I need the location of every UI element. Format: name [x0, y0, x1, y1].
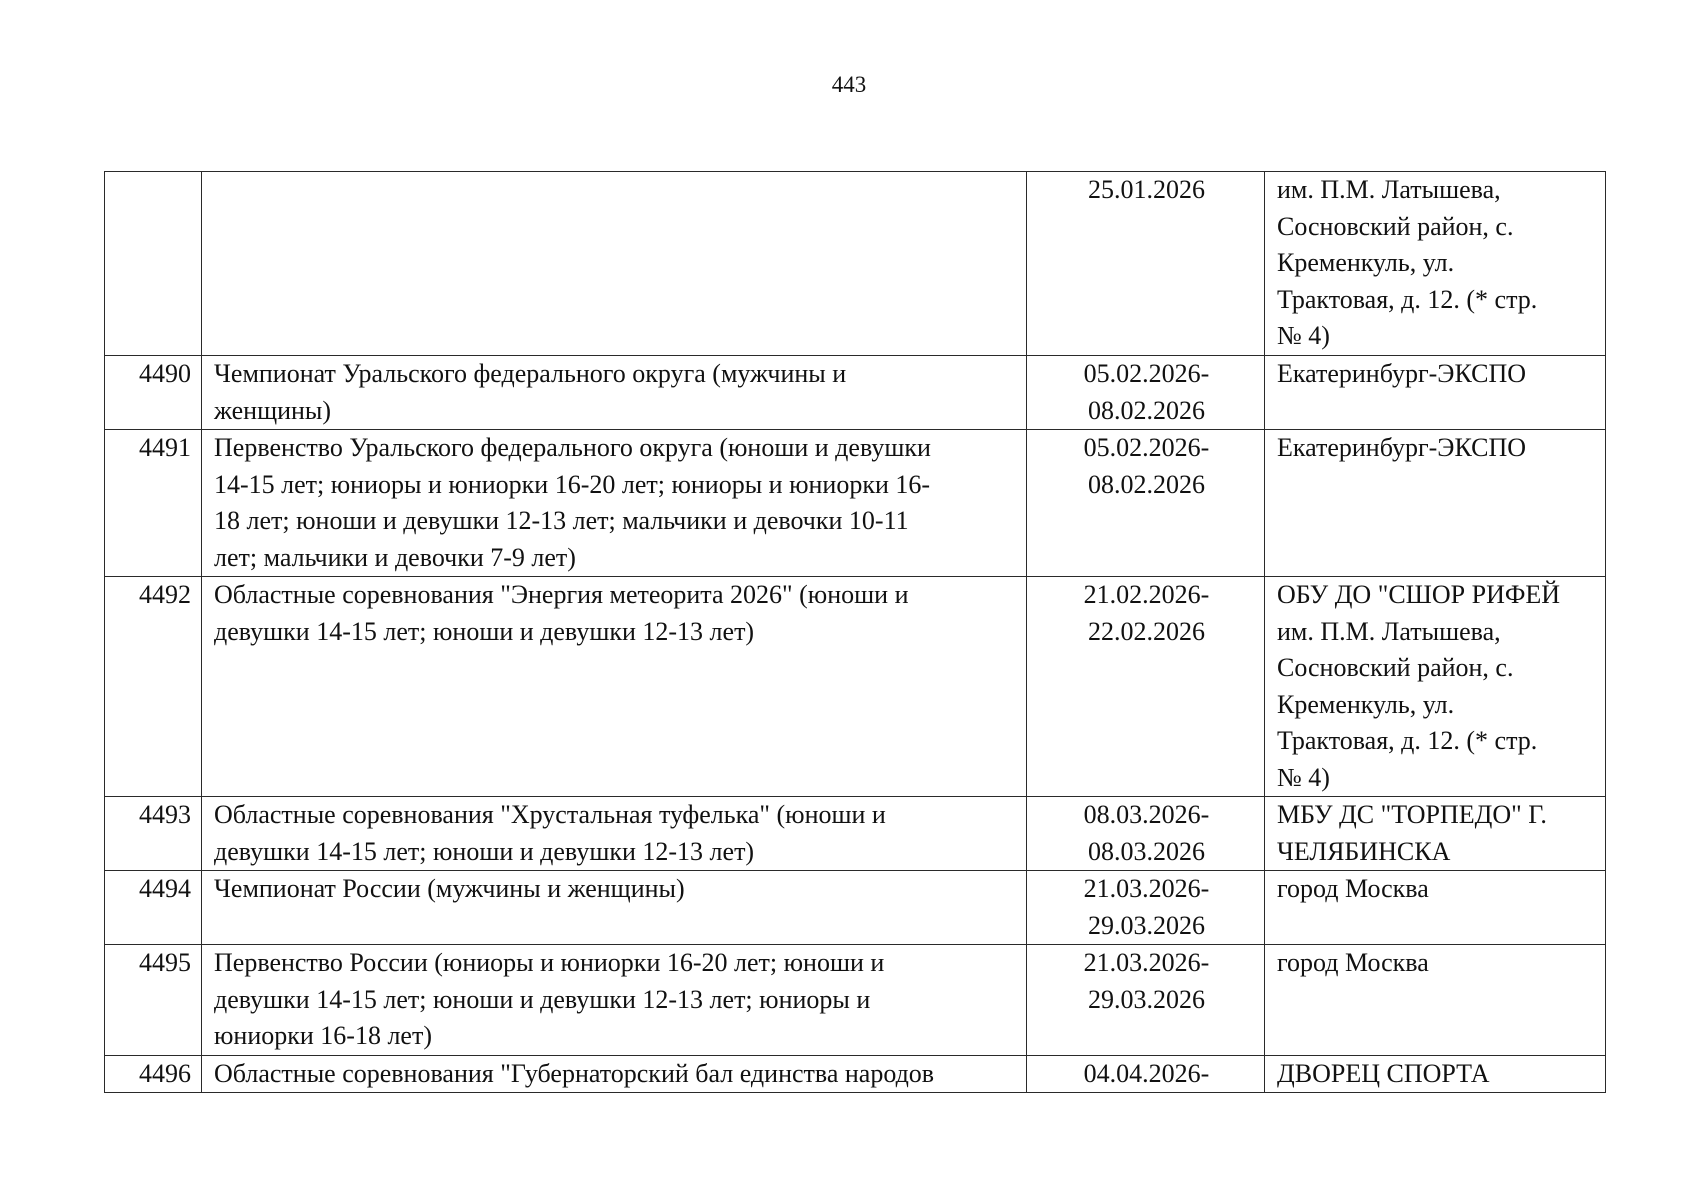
- event-name-line: женщины): [214, 395, 332, 425]
- event-place-line: Сосновский район, с.: [1277, 211, 1514, 241]
- event-date-line: 29.03.2026: [1088, 910, 1205, 940]
- event-name-line: Чемпионат Уральского федерального округа (мужчины и: [214, 359, 847, 388]
- event-place-line: им. П.М. Латышева,: [1277, 616, 1501, 646]
- row-number: 4492: [139, 580, 191, 609]
- event-place-cell: [1265, 871, 1606, 945]
- event-date-line: 21.03.2026-: [1083, 948, 1210, 977]
- event-dates-cell: [1027, 797, 1265, 871]
- event-place-line: город Москва: [1277, 874, 1429, 903]
- event-dates-cell: [1027, 1055, 1265, 1093]
- table-row: [105, 1055, 1606, 1093]
- event-place-cell: [1265, 172, 1606, 356]
- event-place-cell: [1265, 430, 1606, 577]
- event-place-cell: [1265, 577, 1606, 797]
- table-row: [105, 356, 1606, 430]
- event-name-line: Чемпионат России (мужчины и женщины): [214, 874, 685, 903]
- events-table: [104, 171, 1606, 1093]
- event-date-line: 08.02.2026: [1088, 395, 1205, 425]
- event-place-line: Кременкуль, ул.: [1277, 689, 1455, 719]
- events-table-body: [105, 172, 1606, 1093]
- event-place-line: Трактовая, д. 12. (* стр.: [1277, 284, 1538, 314]
- table-row: [105, 430, 1606, 577]
- event-name-line: 18 лет; юноши и девушки 12-13 лет; мальчики и девочки 10-11: [214, 506, 909, 535]
- row-number: 4490: [139, 359, 191, 388]
- event-name-line: девушки 14-15 лет; юноши и девушки 12-13 лет): [214, 836, 755, 866]
- event-date-line: 04.04.2026-: [1083, 1058, 1210, 1088]
- event-name-line: Первенство Уральского федерального округа (юноши и девушки: [214, 433, 931, 462]
- event-place-line: Екатеринбург-ЭКСПО: [1277, 433, 1527, 462]
- event-name-line: девушки 14-15 лет; юноши и девушки 12-13 лет; юниоры и: [214, 984, 871, 1014]
- event-name-line: лет; мальчики и девочки 7-9 лет): [214, 542, 576, 572]
- event-date-line: 08.03.2026: [1088, 836, 1205, 866]
- event-place-cell: [1265, 945, 1606, 1056]
- event-place-cell: [1265, 797, 1606, 871]
- event-name-line: 14-15 лет; юниоры и юниорки 16-20 лет; юниоры и юниорки 16-: [214, 469, 931, 499]
- event-place-line: № 4): [1277, 762, 1330, 792]
- event-name-cell: [202, 577, 1027, 797]
- event-name-line: Областные соревнования "Хрустальная туфелька" (юноши и: [214, 800, 886, 829]
- row-number-cell: [105, 945, 202, 1056]
- event-name-cell: [202, 871, 1027, 945]
- event-place-line: № 4): [1277, 321, 1330, 350]
- event-place-line: Трактовая, д. 12. (* стр.: [1277, 726, 1538, 755]
- event-name-line: девушки 14-15 лет; юноши и девушки 12-13 лет): [214, 616, 755, 646]
- event-date-line: 25.01.2026: [1088, 175, 1205, 204]
- event-name-line: Областные соревнования "Энергия метеорита 2026" (юноши и: [214, 580, 909, 609]
- event-place-line: Екатеринбург-ЭКСПО: [1277, 359, 1527, 388]
- event-date-line: 21.03.2026-: [1083, 874, 1210, 903]
- table-row: [105, 871, 1606, 945]
- event-date-line: 29.03.2026: [1088, 984, 1205, 1014]
- event-place-line: ДВОРЕЦ СПОРТА: [1277, 1058, 1490, 1088]
- event-name-cell: [202, 1055, 1027, 1093]
- event-place-line: Сосновский район, с.: [1277, 653, 1514, 682]
- row-number-cell: [105, 871, 202, 945]
- event-name-line: Первенство России (юниоры и юниорки 16-20 лет; юноши и: [214, 948, 885, 977]
- table-row: [105, 172, 1606, 356]
- table-row: [105, 945, 1606, 1056]
- row-number: 4495: [139, 948, 191, 977]
- event-place-cell: [1265, 356, 1606, 430]
- row-number-cell: [105, 1055, 202, 1093]
- event-place-line: ОБУ ДО "СШОР РИФЕЙ: [1277, 580, 1561, 609]
- event-dates-cell: [1027, 172, 1265, 356]
- event-name-cell: [202, 797, 1027, 871]
- page-number: 443: [831, 72, 867, 97]
- event-dates-cell: [1027, 577, 1265, 797]
- event-name-cell: [202, 356, 1027, 430]
- event-place-line: им. П.М. Латышева,: [1277, 175, 1501, 204]
- event-place-line: МБУ ДС "ТОРПЕДО" Г.: [1277, 800, 1547, 829]
- row-number: 4491: [139, 433, 191, 462]
- event-place-line: Кременкуль, ул.: [1277, 248, 1455, 277]
- table-row: [105, 797, 1606, 871]
- row-number-cell: [105, 797, 202, 871]
- event-date-line: 05.02.2026-: [1083, 359, 1210, 388]
- event-place-line: город Москва: [1277, 948, 1429, 977]
- event-date-line: 05.02.2026-: [1083, 433, 1210, 462]
- event-dates-cell: [1027, 430, 1265, 577]
- event-name-line: Областные соревнования "Губернаторский бал единства народов: [214, 1058, 935, 1088]
- row-number: 4496: [139, 1058, 191, 1088]
- row-number: 4494: [139, 874, 191, 903]
- event-name-cell: [202, 945, 1027, 1056]
- event-date-line: 08.02.2026: [1088, 469, 1205, 499]
- event-date-line: 21.02.2026-: [1083, 580, 1210, 609]
- row-number-cell: [105, 577, 202, 797]
- row-number-cell: [105, 430, 202, 577]
- event-place-cell: [1265, 1055, 1606, 1093]
- row-number-cell: [105, 172, 202, 356]
- event-dates-cell: [1027, 945, 1265, 1056]
- event-name-line: юниорки 16-18 лет): [214, 1021, 432, 1050]
- event-dates-cell: [1027, 356, 1265, 430]
- event-place-line: ЧЕЛЯБИНСКА: [1277, 836, 1451, 866]
- event-dates-cell: [1027, 871, 1265, 945]
- event-name-cell: [202, 172, 1027, 356]
- event-date-line: 22.02.2026: [1088, 616, 1205, 646]
- table-row: [105, 577, 1606, 797]
- row-number-cell: [105, 356, 202, 430]
- event-date-line: 08.03.2026-: [1083, 800, 1210, 829]
- event-name-cell: [202, 430, 1027, 577]
- row-number: 4493: [139, 800, 191, 829]
